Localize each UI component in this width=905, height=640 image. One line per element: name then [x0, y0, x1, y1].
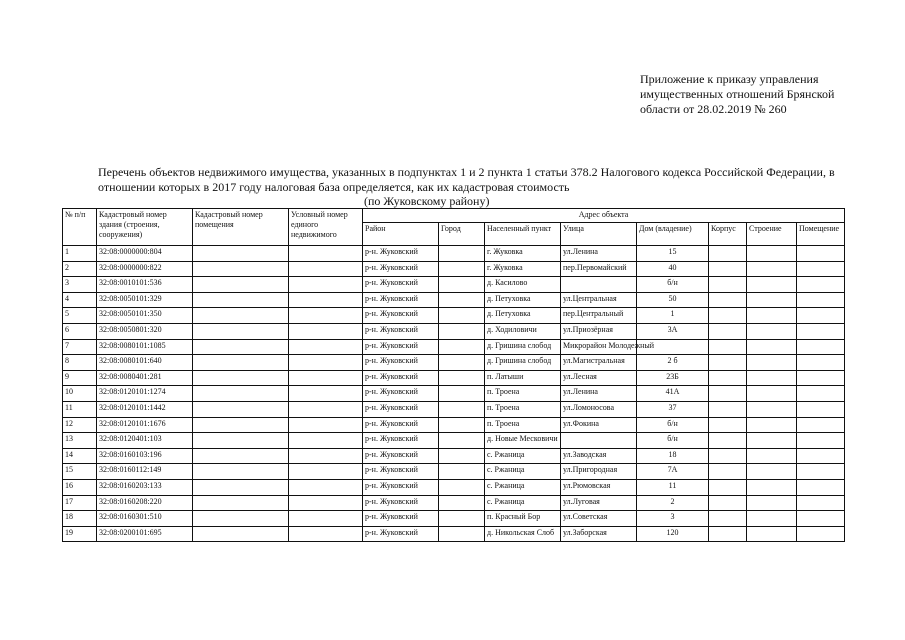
cell-house: 7А [637, 464, 709, 480]
cell-house: б/н [637, 277, 709, 293]
cell-cad-room [193, 370, 289, 386]
cell-room [797, 292, 845, 308]
cell-district: р-н. Жуковский [363, 448, 439, 464]
cell-cad-building: 32:08:0160301:510 [97, 511, 193, 527]
document-title-line1: Перечень объектов недвижимого имущества, указанных в подпунктах 1 и 2 пункта 1 статьи 378.2 Налогового кодекса Российской Федерации, в [98, 165, 835, 179]
cell-district: р-н. Жуковский [363, 323, 439, 339]
cell-room [797, 339, 845, 355]
table-row [63, 401, 845, 417]
cell-settlement: д. Новые Месковичи [485, 433, 561, 449]
cell-room [797, 323, 845, 339]
cell-num: 19 [63, 526, 97, 542]
table-row [63, 261, 845, 277]
table-row [63, 277, 845, 293]
cell-house: 18 [637, 448, 709, 464]
cell-cond-number [289, 495, 363, 511]
header-korpus: Корпус [709, 223, 747, 246]
header-district: Район [363, 223, 439, 246]
cell-cad-room [193, 448, 289, 464]
document-title-line2: отношении которых в 2017 году налоговая база определяется, как их кадастровая стоимость [98, 180, 570, 194]
cell-cad-room [193, 292, 289, 308]
cell-room [797, 370, 845, 386]
cell-cad-room [193, 277, 289, 293]
cell-district: р-н. Жуковский [363, 308, 439, 324]
cell-cad-building: 32:08:0050101:350 [97, 308, 193, 324]
cell-num: 4 [63, 292, 97, 308]
cell-room [797, 246, 845, 262]
cell-street: ул.Центральная [561, 292, 637, 308]
cell-building [747, 448, 797, 464]
cell-room [797, 495, 845, 511]
cell-room [797, 479, 845, 495]
cell-settlement: с. Ржаница [485, 479, 561, 495]
cell-korpus [709, 292, 747, 308]
document-subtitle: (по Жуковскому району) [364, 194, 490, 208]
cell-cond-number [289, 448, 363, 464]
cell-settlement: п. Красный Бор [485, 511, 561, 527]
cell-room [797, 464, 845, 480]
cell-korpus [709, 339, 747, 355]
cell-house: 120 [637, 526, 709, 542]
cell-cad-building: 32:08:0160203:133 [97, 479, 193, 495]
cell-city [439, 495, 485, 511]
cell-building [747, 261, 797, 277]
cell-korpus [709, 464, 747, 480]
cell-building [747, 308, 797, 324]
cell-korpus [709, 277, 747, 293]
cell-street: ул.Луговая [561, 495, 637, 511]
cell-num: 16 [63, 479, 97, 495]
cell-settlement: п. Троена [485, 401, 561, 417]
cell-city [439, 292, 485, 308]
cell-cad-room [193, 511, 289, 527]
order-reference-line3: области от 28.02.2019 № 260 [640, 102, 787, 116]
cell-district: р-н. Жуковский [363, 277, 439, 293]
cell-cad-building: 32:08:0120101:1274 [97, 386, 193, 402]
cell-cad-building: 32:08:0010101:536 [97, 277, 193, 293]
cell-room [797, 355, 845, 371]
cell-street: Микрорайон Молодежный [561, 339, 637, 355]
cell-num: 1 [63, 246, 97, 262]
cell-room [797, 526, 845, 542]
cell-house: 11 [637, 479, 709, 495]
table-row [63, 495, 845, 511]
cell-cad-room [193, 526, 289, 542]
cell-cad-room [193, 261, 289, 277]
cell-korpus [709, 370, 747, 386]
cell-street: ул.Ленина [561, 386, 637, 402]
cell-room [797, 433, 845, 449]
cell-cad-building: 32:08:0080101:640 [97, 355, 193, 371]
cell-street: ул.Пригородная [561, 464, 637, 480]
header-cond-number: Условный номер единого недвижимого [289, 209, 363, 246]
cell-num: 3 [63, 277, 97, 293]
cell-num: 15 [63, 464, 97, 480]
header-city: Город [439, 223, 485, 246]
table-row [63, 479, 845, 495]
cell-district: р-н. Жуковский [363, 417, 439, 433]
cell-house: б/н [637, 417, 709, 433]
cell-street: ул.Заборская [561, 526, 637, 542]
cell-room [797, 511, 845, 527]
cell-house: 1 [637, 308, 709, 324]
cell-num: 12 [63, 417, 97, 433]
cell-cad-building: 32:08:0080101:1085 [97, 339, 193, 355]
table-row [63, 511, 845, 527]
cell-city [439, 401, 485, 417]
header-cad-building: Кадастровый номер здания (строения, сооружения) [97, 209, 193, 246]
cell-cond-number [289, 386, 363, 402]
cell-street [561, 433, 637, 449]
order-reference [640, 72, 860, 117]
cell-building [747, 323, 797, 339]
cell-building [747, 292, 797, 308]
property-objects-table [62, 208, 845, 542]
cell-settlement: д. Гришина слобод [485, 355, 561, 371]
cell-room [797, 417, 845, 433]
cell-street: ул.Фокина [561, 417, 637, 433]
cell-street: ул.Лесная [561, 370, 637, 386]
cell-city [439, 277, 485, 293]
document-title [98, 165, 858, 195]
cell-cad-building: 32:08:0050101:329 [97, 292, 193, 308]
header-num: № п/п [63, 209, 97, 246]
table-row [63, 433, 845, 449]
cell-num: 13 [63, 433, 97, 449]
cell-cad-building: 32:08:0000000:804 [97, 246, 193, 262]
header-address: Адрес объекта [363, 209, 845, 223]
cell-settlement: д. Петуховка [485, 292, 561, 308]
cell-street [561, 277, 637, 293]
table-row [63, 417, 845, 433]
cell-cond-number [289, 433, 363, 449]
cell-house: 3А [637, 323, 709, 339]
cell-house: 2 [637, 495, 709, 511]
cell-district: р-н. Жуковский [363, 261, 439, 277]
cell-city [439, 370, 485, 386]
cell-district: р-н. Жуковский [363, 495, 439, 511]
cell-settlement: с. Ржаница [485, 448, 561, 464]
header-house: Дом (владение) [637, 223, 709, 246]
cell-room [797, 277, 845, 293]
cell-cad-building: 32:08:0000000:822 [97, 261, 193, 277]
cell-city [439, 246, 485, 262]
cell-num: 7 [63, 339, 97, 355]
cell-num: 9 [63, 370, 97, 386]
cell-settlement: г. Жуковка [485, 261, 561, 277]
cell-num: 17 [63, 495, 97, 511]
cell-cond-number [289, 323, 363, 339]
cell-cad-building: 32:08:0160112:149 [97, 464, 193, 480]
cell-city [439, 433, 485, 449]
header-building: Строение [747, 223, 797, 246]
cell-num: 11 [63, 401, 97, 417]
cell-street: ул.Советская [561, 511, 637, 527]
order-reference-line1: Приложение к приказу управления [640, 72, 819, 86]
cell-district: р-н. Жуковский [363, 386, 439, 402]
cell-cad-room [193, 495, 289, 511]
table-row [63, 370, 845, 386]
cell-house: 37 [637, 401, 709, 417]
cell-house: 50 [637, 292, 709, 308]
cell-district: р-н. Жуковский [363, 292, 439, 308]
cell-settlement: д. Никольская Слоб [485, 526, 561, 542]
cell-settlement: п. Троена [485, 417, 561, 433]
cell-cad-building: 32:08:0200101:695 [97, 526, 193, 542]
table-row [63, 246, 845, 262]
cell-street: ул.Приозёрная [561, 323, 637, 339]
cell-settlement: д. Гришина слобод [485, 339, 561, 355]
cell-building [747, 246, 797, 262]
table-row [63, 526, 845, 542]
cell-street: ул.Ленина [561, 246, 637, 262]
cell-city [439, 526, 485, 542]
cell-korpus [709, 386, 747, 402]
cell-house: 3 [637, 511, 709, 527]
cell-num: 2 [63, 261, 97, 277]
table-row [63, 339, 845, 355]
cell-city [439, 355, 485, 371]
cell-settlement: д. Ходиловичи [485, 323, 561, 339]
cell-cad-room [193, 479, 289, 495]
cell-korpus [709, 417, 747, 433]
cell-cond-number [289, 370, 363, 386]
cell-building [747, 495, 797, 511]
cell-cond-number [289, 464, 363, 480]
cell-cad-building: 32:08:0160208:220 [97, 495, 193, 511]
cell-settlement: п. Троена [485, 386, 561, 402]
header-settlement: Населенный пункт [485, 223, 561, 246]
cell-cond-number [289, 246, 363, 262]
cell-num: 8 [63, 355, 97, 371]
cell-cad-building: 32:08:0120401:103 [97, 433, 193, 449]
cell-korpus [709, 261, 747, 277]
cell-settlement: п. Латыши [485, 370, 561, 386]
cell-cad-room [193, 401, 289, 417]
cell-street: ул.Рюмовская [561, 479, 637, 495]
cell-city [439, 417, 485, 433]
cell-cond-number [289, 292, 363, 308]
cell-cad-building: 32:08:0080401:281 [97, 370, 193, 386]
cell-korpus [709, 308, 747, 324]
cell-settlement: с. Ржаница [485, 464, 561, 480]
cell-street: пер.Первомайский [561, 261, 637, 277]
cell-cad-building: 32:08:0120101:1442 [97, 401, 193, 417]
cell-city [439, 464, 485, 480]
cell-korpus [709, 448, 747, 464]
cell-cond-number [289, 417, 363, 433]
cell-house: 2 б [637, 355, 709, 371]
cell-cond-number [289, 526, 363, 542]
table-row [63, 292, 845, 308]
header-street: Улица [561, 223, 637, 246]
cell-building [747, 511, 797, 527]
cell-korpus [709, 526, 747, 542]
cell-city [439, 261, 485, 277]
cell-cond-number [289, 339, 363, 355]
cell-cond-number [289, 511, 363, 527]
cell-cad-building: 32:08:0050801:320 [97, 323, 193, 339]
cell-house: 23Б [637, 370, 709, 386]
table-row [63, 386, 845, 402]
cell-room [797, 448, 845, 464]
cell-building [747, 277, 797, 293]
cell-num: 6 [63, 323, 97, 339]
cell-room [797, 308, 845, 324]
cell-cond-number [289, 308, 363, 324]
cell-settlement: г. Жуковка [485, 246, 561, 262]
order-reference-line2: имущественных отношений Брянской [640, 87, 835, 101]
cell-building [747, 339, 797, 355]
cell-building [747, 526, 797, 542]
cell-cad-room [193, 464, 289, 480]
cell-cad-building: 32:08:0160103:196 [97, 448, 193, 464]
cell-building [747, 464, 797, 480]
cell-cad-room [193, 417, 289, 433]
cell-cond-number [289, 401, 363, 417]
cell-settlement: с. Ржаница [485, 495, 561, 511]
cell-cad-room [193, 339, 289, 355]
cell-korpus [709, 433, 747, 449]
cell-building [747, 433, 797, 449]
cell-house: 41А [637, 386, 709, 402]
cell-cond-number [289, 261, 363, 277]
cell-cad-building: 32:08:0120101:1676 [97, 417, 193, 433]
cell-settlement: д. Петуховка [485, 308, 561, 324]
cell-num: 10 [63, 386, 97, 402]
cell-street: ул.Ломоносова [561, 401, 637, 417]
cell-district: р-н. Жуковский [363, 339, 439, 355]
cell-korpus [709, 495, 747, 511]
cell-building [747, 355, 797, 371]
cell-korpus [709, 323, 747, 339]
cell-korpus [709, 246, 747, 262]
cell-street: ул.Заводская [561, 448, 637, 464]
cell-cad-room [193, 323, 289, 339]
cell-cad-room [193, 246, 289, 262]
cell-district: р-н. Жуковский [363, 464, 439, 480]
cell-district: р-н. Жуковский [363, 526, 439, 542]
cell-street: пер.Центральный [561, 308, 637, 324]
cell-num: 14 [63, 448, 97, 464]
cell-house: б/н [637, 433, 709, 449]
header-cad-room: Кадастровый номер помещения [193, 209, 289, 246]
cell-cond-number [289, 355, 363, 371]
cell-city [439, 339, 485, 355]
table-row [63, 323, 845, 339]
cell-room [797, 261, 845, 277]
cell-building [747, 386, 797, 402]
cell-building [747, 401, 797, 417]
cell-district: р-н. Жуковский [363, 246, 439, 262]
cell-house: 40 [637, 261, 709, 277]
cell-city [439, 479, 485, 495]
cell-cond-number [289, 479, 363, 495]
cell-cad-room [193, 355, 289, 371]
cell-house: 15 [637, 246, 709, 262]
cell-district: р-н. Жуковский [363, 355, 439, 371]
table-row [63, 464, 845, 480]
cell-num: 18 [63, 511, 97, 527]
cell-settlement: д. Касилово [485, 277, 561, 293]
cell-cad-room [193, 386, 289, 402]
cell-korpus [709, 401, 747, 417]
cell-street: ул.Магистральная [561, 355, 637, 371]
table-row [63, 448, 845, 464]
cell-district: р-н. Жуковский [363, 511, 439, 527]
cell-building [747, 479, 797, 495]
cell-district: р-н. Жуковский [363, 433, 439, 449]
cell-korpus [709, 479, 747, 495]
header-room: Помещение [797, 223, 845, 246]
cell-city [439, 386, 485, 402]
cell-cad-room [193, 433, 289, 449]
cell-district: р-н. Жуковский [363, 401, 439, 417]
cell-room [797, 386, 845, 402]
cell-district: р-н. Жуковский [363, 479, 439, 495]
cell-cond-number [289, 277, 363, 293]
table-header-row [63, 209, 845, 223]
cell-room [797, 401, 845, 417]
cell-cad-room [193, 308, 289, 324]
table-row [63, 308, 845, 324]
cell-building [747, 417, 797, 433]
cell-building [747, 370, 797, 386]
cell-district: р-н. Жуковский [363, 370, 439, 386]
cell-city [439, 511, 485, 527]
cell-city [439, 448, 485, 464]
table-body [63, 246, 845, 542]
cell-city [439, 323, 485, 339]
cell-city [439, 308, 485, 324]
cell-korpus [709, 511, 747, 527]
cell-korpus [709, 355, 747, 371]
cell-num: 5 [63, 308, 97, 324]
table-row [63, 355, 845, 371]
